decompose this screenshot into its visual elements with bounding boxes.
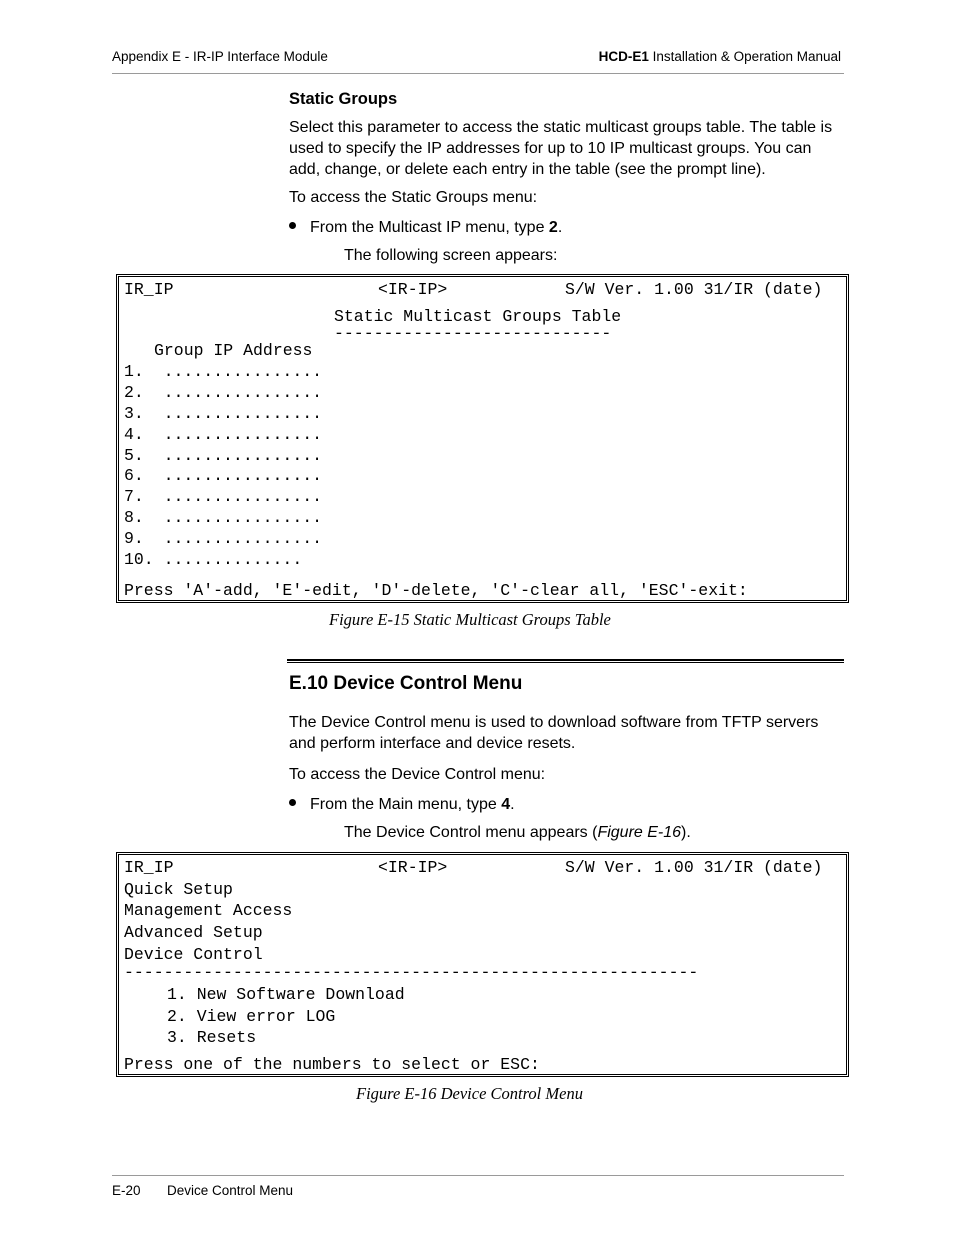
bullet-icon — [289, 222, 296, 229]
screen1-prompt: Press 'A'-add, 'E'-edit, 'D'-delete, 'C'-clear all, 'ESC'-exit: — [124, 581, 748, 600]
table-row: 2. ................ — [124, 383, 323, 402]
table-row: 6. ................ — [124, 466, 323, 485]
option-resets: 3. Resets — [167, 1028, 257, 1047]
table-row: 9. ................ — [124, 529, 323, 548]
section-rule-thick — [287, 659, 844, 661]
device-control-appears-text: The Device Control menu appears (Figure E-16). — [344, 824, 691, 841]
header-manual: Installation & Operation Manual — [648, 49, 841, 64]
section-rule-thin — [287, 662, 844, 663]
screen2-prompt: Press one of the numbers to select or ESC: — [124, 1055, 540, 1074]
static-groups-paragraph: Select this parameter to access the static multicast groups table. The table is used to specify the IP addresses for up to 10 IP multicast groups. You can add, change, or delete each entry in the table (see the prompt line). — [289, 119, 833, 178]
static-multicast-screen — [116, 274, 849, 603]
footer-section-name: Device Control Menu — [167, 1183, 294, 1198]
screen1-app-name: IR_IP — [124, 280, 174, 299]
device-control-paragraph: The Device Control menu is used to download software from TFTP servers and perform interface and device resets. — [289, 714, 819, 752]
table-row: 10. .............. — [124, 550, 303, 569]
bullet-icon — [289, 799, 296, 806]
table-row: 7. ................ — [124, 487, 323, 506]
screen2-separator: ---------------------------------------------------------- — [124, 963, 699, 982]
screen2-device: <IR-IP> — [378, 858, 448, 877]
device-control-bullet: From the Main menu, type 4. — [289, 794, 515, 815]
menu-item-management-access: Management Access — [124, 901, 293, 920]
screen1-version: S/W Ver. 1.00 31/IR (date) — [565, 280, 823, 299]
table-row: 4. ................ — [124, 425, 323, 444]
static-groups-bullet: From the Multicast IP menu, type 2. — [289, 217, 562, 238]
footer-page-number: E-20 — [112, 1183, 141, 1198]
header-product: HCD-E1 — [598, 49, 649, 64]
screen1-device: <IR-IP> — [378, 280, 448, 299]
table-row: 8. ................ — [124, 508, 323, 527]
figure-e16-caption: Figure E-16 Device Control Menu — [356, 1084, 583, 1103]
screen2-app-name: IR_IP — [124, 858, 174, 877]
screen1-title-underline: ---------------------------- — [334, 324, 612, 343]
section-title-device-control: E.10 Device Control Menu — [289, 673, 523, 694]
figure-e16-reference[interactable]: Figure E-16 — [597, 824, 682, 841]
option-view-error-log: 2. View error LOG — [167, 1007, 336, 1026]
table-row: 5. ................ — [124, 446, 323, 465]
menu-item-device-control: Device Control — [124, 945, 263, 964]
section-title-static-groups: Static Groups — [289, 90, 398, 108]
menu-item-advanced-setup: Advanced Setup — [124, 923, 263, 942]
screen1-title: Static Multicast Groups Table — [334, 307, 622, 326]
header-right — [599, 49, 841, 64]
table-row: 1. ................ — [124, 362, 323, 381]
table-row: 3. ................ — [124, 404, 323, 423]
header-rule — [112, 73, 844, 74]
device-control-screen — [116, 852, 849, 1077]
following-screen-text: The following screen appears: — [344, 247, 558, 264]
screen2-version: S/W Ver. 1.00 31/IR (date) — [565, 858, 823, 877]
device-control-access-text: To access the Device Control menu: — [289, 766, 546, 783]
header-left: Appendix E - IR-IP Interface Module — [112, 49, 328, 64]
screen1-column-header: Group IP Address — [154, 341, 313, 360]
figure-e15-caption: Figure E-15 Static Multicast Groups Table — [329, 610, 611, 629]
menu-item-quick-setup: Quick Setup — [124, 880, 233, 899]
static-groups-access-text: To access the Static Groups menu: — [289, 189, 538, 206]
footer-rule — [112, 1175, 844, 1176]
option-new-software-download: 1. New Software Download — [167, 985, 405, 1004]
